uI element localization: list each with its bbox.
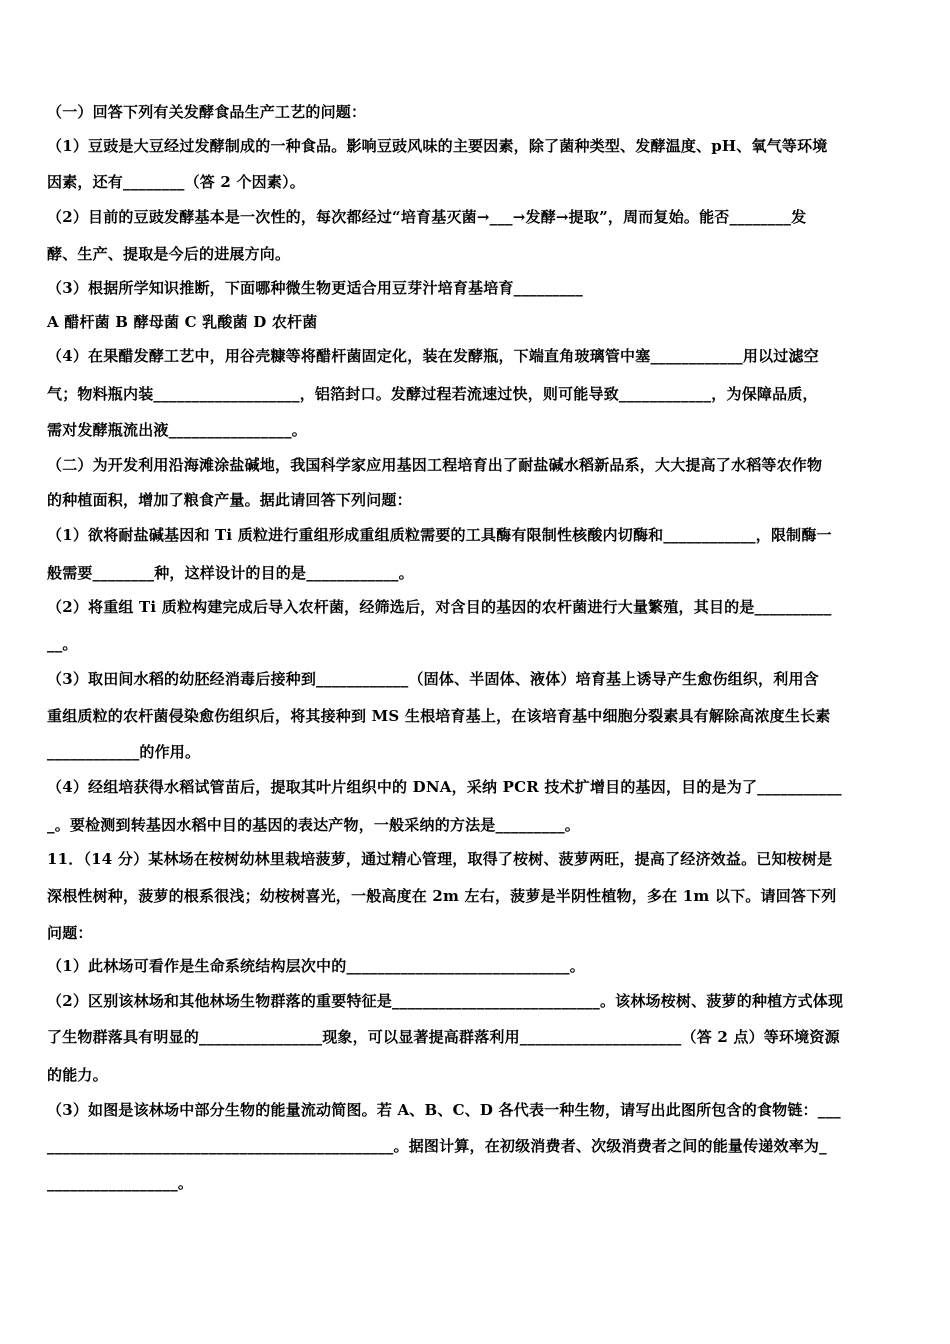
text-line: 酵、生产、提取是今后的进展方向。 <box>47 245 291 263</box>
text-line: （4）在果醋发酵工艺中，用谷壳糠等将醋杆菌固定化，装在发酵瓶，下端直角玻璃管中塞____________用以过滤空 <box>47 347 819 365</box>
text-line: 的种植面积，增加了粮食产量。据此请回答下列问题： <box>47 491 412 509</box>
text-line: （1）此林场可看作是生命系统结构层次中的_____________________________。 <box>47 957 585 975</box>
text-line: （1）豆豉是大豆经过发酵制成的一种食品。影响豆豉风味的主要因素，除了菌种类型、发酵温度、pH、氧气等环境 <box>47 137 828 155</box>
text-line: （4）经组培获得水稻试管苗后，提取其叶片组织中的 DNA，采纳 PCR 技术扩增目的基因，目的是为了___________ <box>47 778 842 796</box>
text-line: ____________的作用。 <box>47 743 201 761</box>
text-line: 深根性树种，菠萝的根系很浅；幼桉树喜光，一般高度在 2m 左右，菠萝是半阴性植物，多在 1m 以下。请回答下列 <box>47 887 837 905</box>
text-line: （3）取田间水稻的幼胚经消毒后接种到____________（固体、半固体、液体）培育基上诱导产生愈伤组织，利用含 <box>47 670 819 688</box>
text-line: （二）为开发利用沿海滩涂盐碱地，我国科学家应用基因工程培育出了耐盐碱水稻新品系，大大提高了水稻等农作物 <box>47 456 823 474</box>
text-line: （2）区别该林场和其他林场生物群落的重要特征是___________________________。该林场桉树、菠萝的种植方式体现 <box>47 992 844 1010</box>
text-line: _____________________________________________。据图计算，在初级消费者、次级消费者之间的能量传递效率为_ <box>47 1137 827 1155</box>
text-line: （2）将重组 Ti 质粒构建完成后导入农杆菌，经筛选后，对含目的基因的农杆菌进行大量繁殖，其目的是__________ <box>47 598 832 616</box>
text-line: 11．（14 分）某林场在桉树幼林里栽培菠萝，通过精心管理，取得了桉树、菠萝两旺，提高了经济效益。已知桉树是 <box>47 850 833 868</box>
text-line: 般需要________种，这样设计的目的是____________。 <box>47 564 414 582</box>
text-line: （1）欲将耐盐碱基因和 Ti 质粒进行重组形成重组质粒需要的工具酶有限制性核酸内切酶和____________，限制酶一 <box>47 526 832 544</box>
text-line: _________________。 <box>47 1174 194 1192</box>
text-line: （一）回答下列有关发酵食品生产工艺的问题： <box>47 103 367 121</box>
text-line: _。要检测到转基因水稻中目的基因的表达产物，一般采纳的方法是_________。 <box>47 816 581 834</box>
text-line: 需对发酵瓶流出液________________。 <box>47 421 308 439</box>
text-line: 气；物料瓶内装___________________，铝箔封口。发酵过程若流速过快，则可能导致____________，为保障品质， <box>47 385 818 403</box>
text-line: （3）根据所学知识推断，下面哪种微生物更适合用豆芽汁培育基培育_________ <box>47 279 583 297</box>
text-line: 因素，还有________（答 2 个因素）。 <box>47 173 305 191</box>
text-line: 重组质粒的农杆菌侵染愈伤组织后，将其接种到 MS 生根培育基上，在该培育基中细胞分裂素具有解除高浓度生长素 <box>47 707 831 725</box>
text-line: 问题： <box>47 924 93 942</box>
text-line: 的能力。 <box>47 1066 108 1084</box>
text-line: （3）如图是该林场中部分生物的能量流动简图。若 A、B、C、D 各代表一种生物，请写出此图所包含的食物链：___ <box>47 1101 841 1119</box>
text-line: （2）目前的豆豉发酵基本是一次性的，每次都经过“培育基灭菌→___→发酵→提取”，周而复始。能否________发 <box>47 208 807 226</box>
text-line: __。 <box>47 635 78 653</box>
text-line: 了生物群落具有明显的________________现象，可以显著提高群落利用_____________________（答 2 点）等环境资源 <box>47 1028 840 1046</box>
text-line: A 醋杆菌 B 酵母菌 C 乳酸菌 D 农杆菌 <box>47 313 318 331</box>
